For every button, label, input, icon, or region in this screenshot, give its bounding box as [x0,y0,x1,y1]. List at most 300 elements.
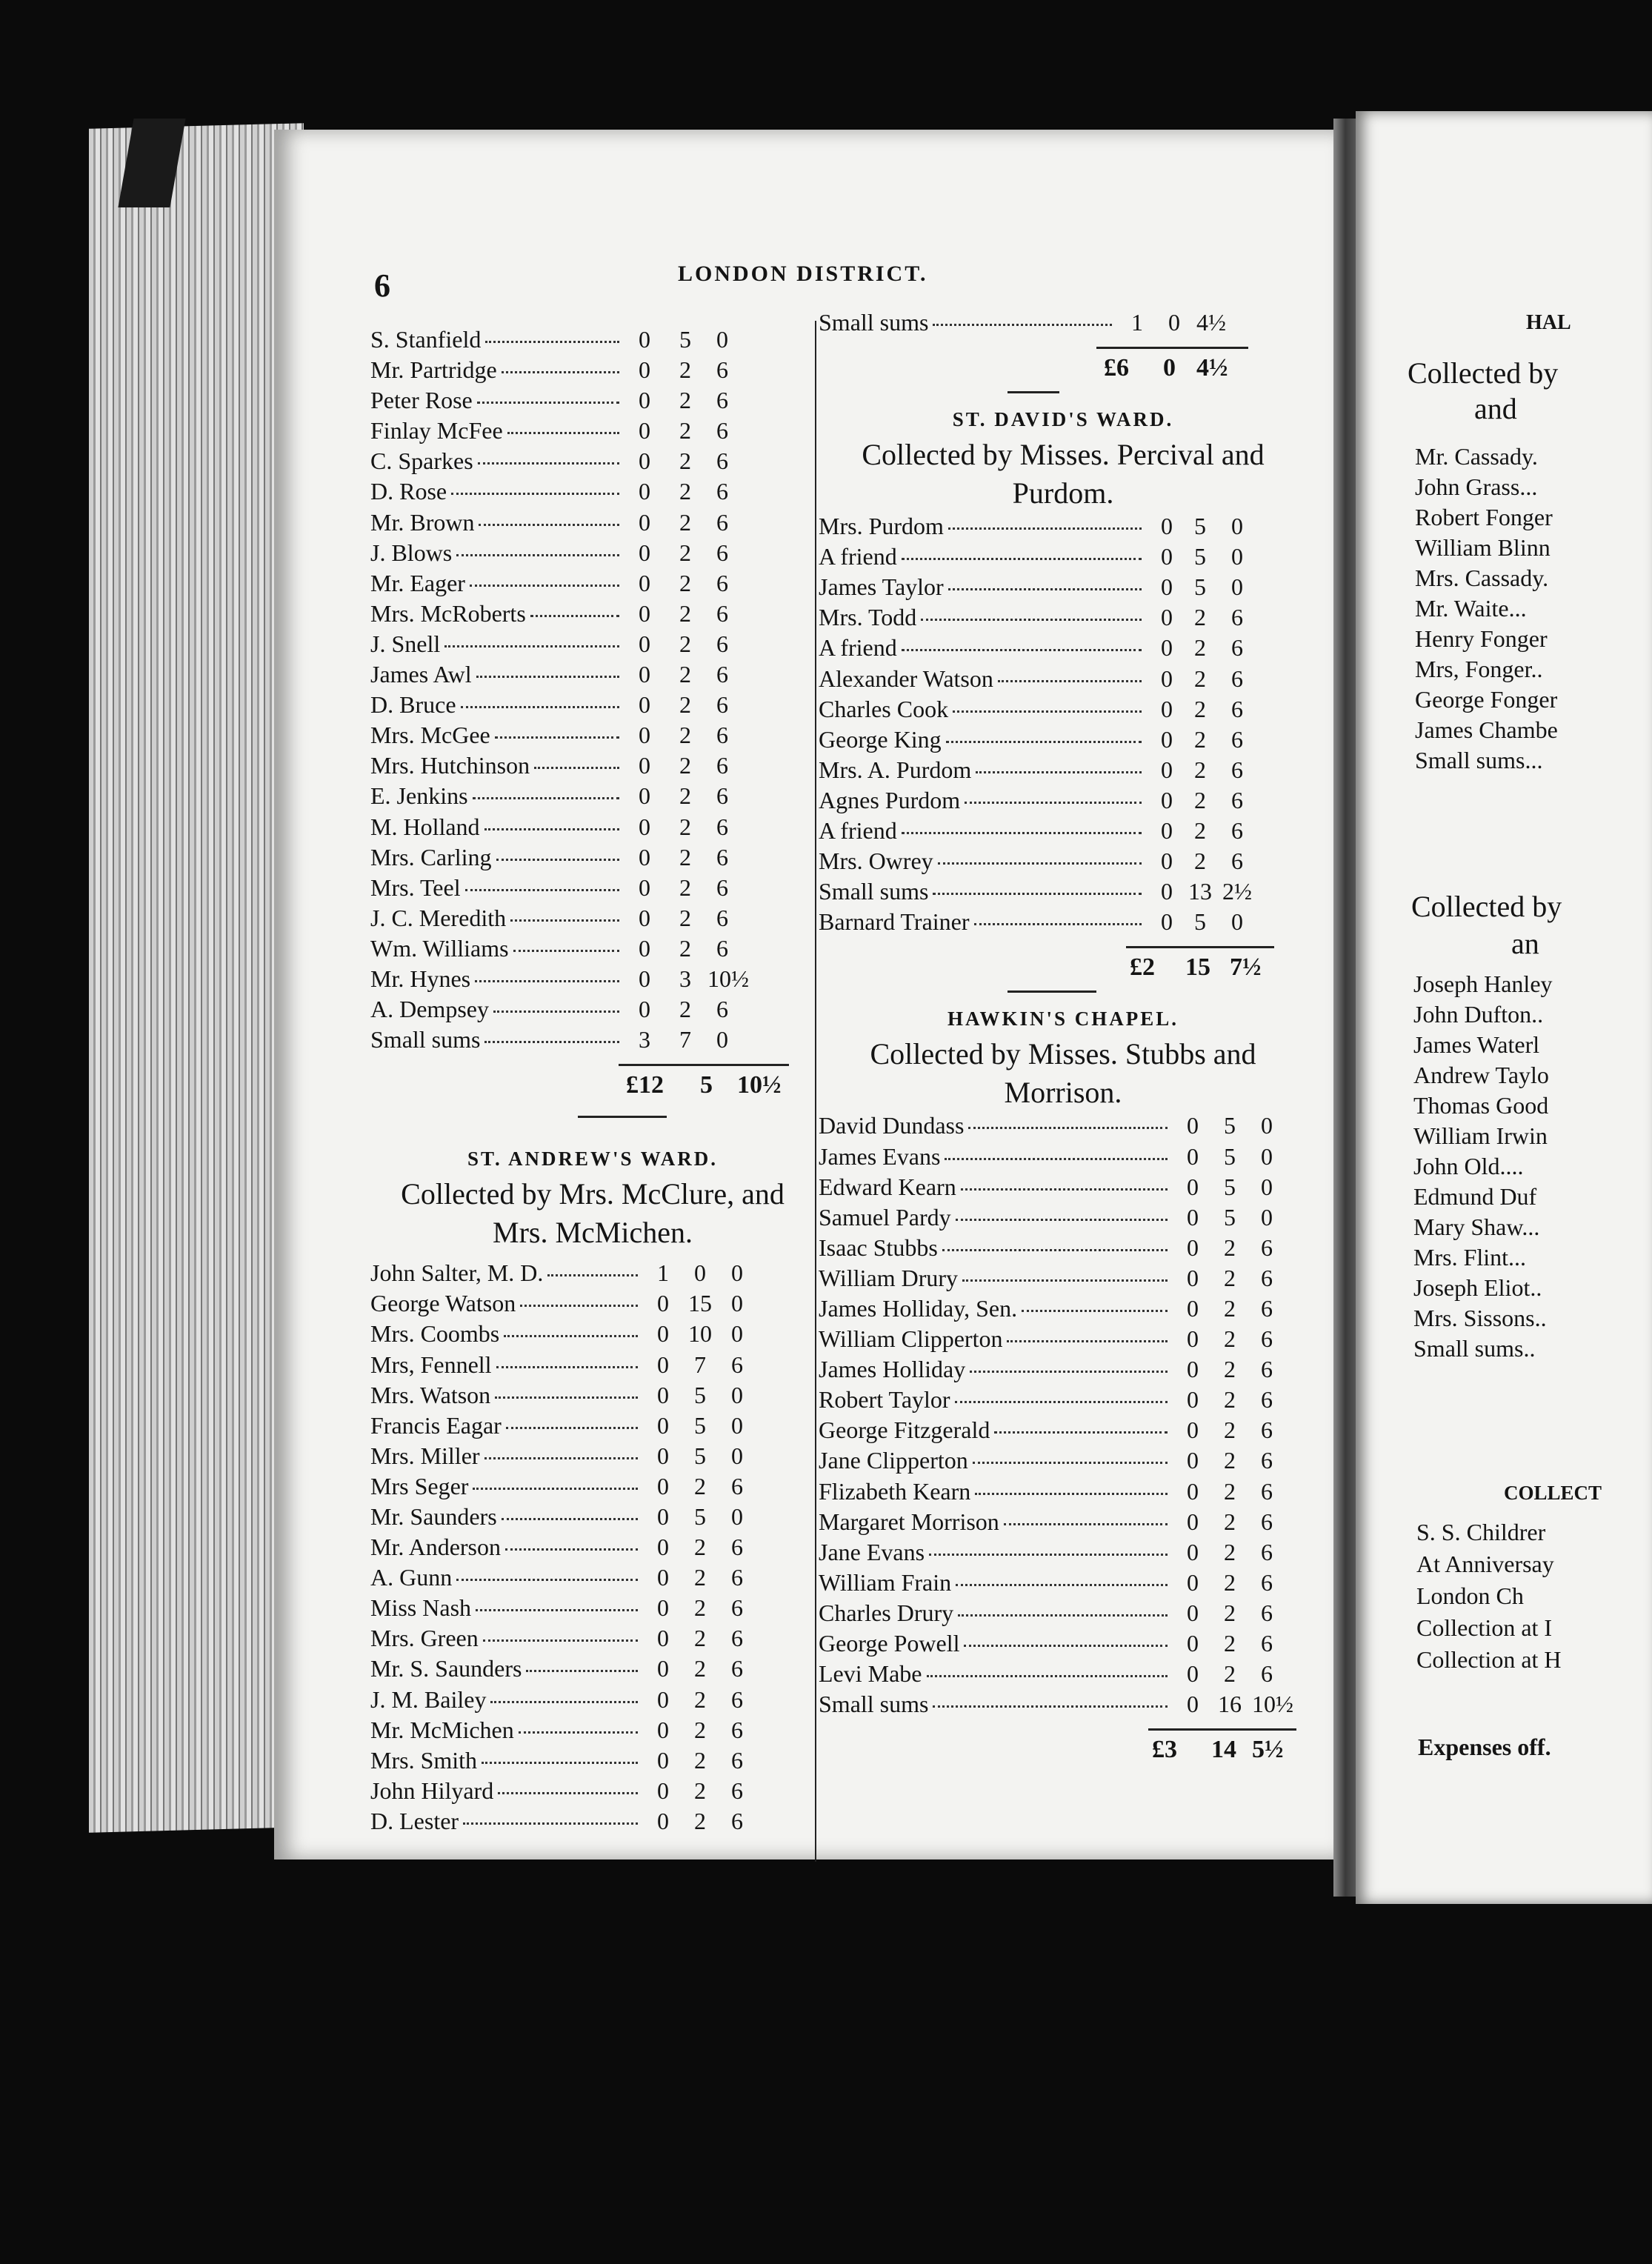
leader-dots [961,1188,1168,1191]
amount-shillings: 2 [1194,604,1206,631]
amount-pounds: 0 [639,539,650,566]
amount-shillings: 2 [1224,1233,1236,1261]
right-page-line: Joseph Hanley [1413,970,1553,997]
amount-pence: 6 [1261,1508,1273,1535]
amount-pence: 6 [1261,1477,1273,1505]
leader-dots [1007,1340,1168,1342]
amount-pounds: 0 [639,782,650,810]
table-row [819,1234,1308,1265]
amount-pounds: 0 [657,1716,669,1743]
subscriber-name: Mr. Anderson [370,1534,501,1561]
leader-dots [513,950,619,952]
amount-pounds: 0 [639,599,650,627]
leader-dots [495,1396,638,1399]
subscriber-name: A friend [819,817,897,845]
amount-pounds: 0 [657,1685,669,1713]
amount-shillings: 2 [694,1807,706,1834]
subscriber-list-1 [370,326,815,1056]
subscriber-name: E. Jenkins [370,782,468,810]
section-heading: ST. DAVID'S WARD. [952,408,1174,431]
amount-pence: 6 [1231,756,1243,783]
amount-shillings: 5 [1194,573,1206,601]
amount-pence: 6 [716,873,728,901]
leader-dots [484,1457,638,1459]
amount-pounds: 0 [639,843,650,870]
amount-pence: 6 [1231,665,1243,692]
subscriber-list-continued [819,309,1308,339]
amount-shillings: 5 [1194,908,1206,936]
amount-pounds: 0 [657,1411,669,1439]
amount-pence: 6 [716,782,728,810]
leader-dots [479,524,619,526]
amount-pounds: 1 [1131,309,1143,336]
table-row [370,1717,815,1747]
amount-shillings: 2 [679,722,691,749]
amount-shillings: 2 [694,1625,706,1652]
divider [578,1116,667,1118]
table-row [370,813,815,844]
amount-pounds: 0 [1161,756,1173,783]
leader-dots [948,588,1142,590]
subscriber-name: Mrs. Watson [370,1381,491,1408]
amount-pounds: 0 [657,1320,669,1348]
amount-pence: 6 [1261,1416,1273,1444]
subscriber-name: Jane Evans [819,1538,925,1565]
book-gutter [1333,119,1357,1897]
table-row [819,1478,1308,1508]
amount-pounds: 0 [639,965,650,992]
leader-dots [534,767,619,769]
amount-shillings: 2 [1194,665,1206,692]
subscriber-name: William Frain [819,1568,952,1596]
leader-dots [1022,1310,1168,1312]
amount-shillings: 2 [679,752,691,779]
amount-shillings: 2 [1224,1294,1236,1322]
total-pounds: £3 [1152,1736,1177,1764]
amount-pence: 6 [1261,1599,1273,1626]
subscriber-name: Mrs. Miller [370,1442,480,1469]
amount-pence: 6 [1231,634,1243,662]
subscriber-name: Mr. S. Saunders [370,1655,522,1682]
leader-dots [506,1427,638,1429]
amount-pence: 6 [1261,1233,1273,1261]
table-row [370,752,815,782]
table-row [819,1204,1308,1234]
table-row [819,1447,1308,1477]
amount-pounds: 0 [657,1807,669,1834]
leader-dots [502,371,619,373]
amount-pence: 2½ [1222,878,1252,905]
subscriber-name: Levi Mabe [819,1660,922,1688]
amount-pence: 6 [1231,695,1243,722]
right-page-line: and [1474,392,1517,425]
table-row [819,1539,1308,1569]
subscriber-name: Jane Clipperton [819,1447,968,1474]
subscriber-name: J. C. Meredith [370,904,507,931]
table-row [370,387,815,417]
leader-dots [953,710,1142,713]
amount-shillings: 2 [694,1655,706,1682]
amount-pounds: 0 [1187,1173,1199,1200]
amount-pounds: 0 [1187,1508,1199,1535]
table-row [819,543,1308,573]
amount-shillings: 2 [1194,786,1206,813]
table-row [370,965,815,996]
table-row [819,756,1308,787]
table-row [370,1777,815,1808]
amount-pounds: 0 [639,417,650,445]
right-page-line: John Grass... [1415,473,1538,500]
table-row [370,844,815,874]
amount-shillings: 2 [679,569,691,596]
right-page [1356,111,1652,1904]
subscriber-name: J. Snell [370,630,441,657]
amount-pence: 0 [1261,1173,1273,1200]
amount-pounds: 0 [1187,1477,1199,1505]
amount-shillings: 2 [1194,695,1206,722]
amount-shillings: 2 [1224,1264,1236,1291]
page-number: 6 [374,267,390,304]
right-page-line: an [1511,927,1539,960]
subscriber-name: Peter Rose [370,387,473,414]
leader-dots [484,1041,619,1043]
total-pounds: £2 [1130,953,1155,982]
subscriber-name: S. Stanfield [370,326,482,353]
amount-pence: 6 [731,1351,743,1378]
subscriber-name: Mr. Brown [370,508,475,536]
amount-pence: 6 [716,691,728,719]
amount-pounds: 0 [1187,1568,1199,1596]
amount-shillings: 7 [679,1026,691,1053]
amount-pence: 0 [1231,543,1243,570]
table-row [370,1747,815,1777]
amount-pounds: 0 [1161,908,1173,936]
subscriber-name: George Fitzgerald [819,1416,990,1444]
table-row [370,326,815,356]
amount-pence: 0 [1231,573,1243,601]
table-row [370,1625,815,1655]
amount-pence: 6 [716,843,728,870]
table-row [370,782,815,813]
table-row [819,665,1308,696]
subscriber-name: David Dundass [819,1112,965,1139]
leader-dots [973,1462,1168,1464]
amount-pounds: 0 [1161,725,1173,753]
amount-pence: 6 [731,1564,743,1591]
leader-dots [965,802,1142,804]
amount-shillings: 2 [679,934,691,962]
amount-shillings: 2 [694,1594,706,1622]
subscriber-name: J. Blows [370,539,453,566]
leader-dots [956,1584,1168,1586]
amount-pence: 6 [716,447,728,475]
table-row [819,1508,1308,1539]
leader-dots [519,1731,638,1734]
table-row [370,1594,815,1625]
amount-pence: 6 [716,508,728,536]
table-row [819,848,1308,878]
amount-shillings: 2 [679,508,691,536]
table-row [819,573,1308,604]
right-page-line: S. S. Childrer [1416,1519,1546,1545]
leader-dots [526,1670,638,1672]
table-row [370,447,815,478]
amount-shillings: 2 [694,1685,706,1713]
leader-dots [994,1431,1168,1434]
running-head: LONDON DISTRICT. [678,262,928,286]
leader-dots [451,493,619,495]
divider [1007,990,1096,993]
leader-dots [929,1554,1168,1556]
amount-shillings: 2 [1224,1568,1236,1596]
amount-pounds: 0 [1187,1660,1199,1688]
subscriber-name: J. M. Bailey [370,1685,487,1713]
leader-dots [927,1675,1168,1677]
amount-pounds: 0 [1187,1203,1199,1231]
table-row [370,417,815,447]
table-row [370,1026,815,1056]
amount-pounds: 0 [639,387,650,414]
leader-dots [1004,1523,1168,1525]
table-row [370,905,815,935]
amount-pence: 6 [1231,786,1243,813]
total-row [819,939,1308,990]
amount-pounds: 0 [1161,573,1173,601]
amount-shillings: 2 [694,1564,706,1591]
right-page-line: Robert Fonger [1415,504,1553,530]
leader-dots [958,1614,1168,1617]
subscriber-name: Francis Eagar [370,1411,502,1439]
amount-pounds: 0 [1187,1630,1199,1657]
leader-dots [456,1579,638,1581]
amount-shillings: 2 [1224,1660,1236,1688]
amount-shillings: 2 [679,661,691,688]
subscriber-name: James Holliday, Sen. [819,1294,1018,1322]
leader-dots [505,1548,638,1551]
table-row [819,1173,1308,1204]
leader-dots [962,1279,1168,1282]
leader-dots [482,1762,638,1764]
subscriber-name: William Drury [819,1264,958,1291]
amount-shillings: 2 [679,447,691,475]
amount-pounds: 0 [639,569,650,596]
total-pence: 5½ [1252,1736,1284,1764]
right-page-line: John Old.... [1413,1153,1524,1179]
amount-pounds: 0 [1187,1386,1199,1414]
amount-shillings: 5 [694,1503,706,1530]
leader-dots [974,923,1142,925]
amount-pounds: 0 [639,661,650,688]
amount-pence: 6 [716,996,728,1023]
leader-dots [902,558,1142,560]
column-rule [815,321,816,1862]
amount-shillings: 2 [679,478,691,505]
table-row [819,908,1308,939]
amount-shillings: 2 [1194,817,1206,845]
right-page-line: Collected by [1411,890,1562,923]
right-page-line: Mr. Waite... [1415,595,1527,622]
subscriber-name: Flizabeth Kearn [819,1477,971,1505]
leader-dots [473,1488,638,1490]
total-shillings: 5 [700,1071,713,1099]
right-page-line: James Chambe [1415,716,1558,743]
amount-pence: 6 [1261,1660,1273,1688]
amount-pounds: 0 [657,1503,669,1530]
amount-pence: 0 [716,1026,728,1053]
table-row [370,630,815,661]
amount-shillings: 2 [1224,1477,1236,1505]
amount-pence: 6 [731,1716,743,1743]
amount-pounds: 0 [1161,848,1173,875]
table-row [819,1295,1308,1325]
subscriber-name: Mrs. McGee [370,722,490,749]
amount-pence: 6 [731,1625,743,1652]
section-heading: ST. ANDREW'S WARD. [467,1148,719,1171]
table-row [370,509,815,539]
subscriber-name: Mrs. Smith [370,1746,478,1774]
amount-pounds: 0 [639,934,650,962]
right-page-line: Henry Fonger [1415,625,1548,652]
amount-pence: 6 [716,752,728,779]
leader-dots [948,527,1142,530]
amount-pounds: 0 [657,1594,669,1622]
amount-pence: 6 [731,1807,743,1834]
amount-shillings: 5 [1224,1142,1236,1170]
table-row [819,1691,1308,1721]
amount-pence: 6 [716,356,728,384]
amount-pence: 0 [716,326,728,353]
right-column [819,309,1308,1773]
amount-pence: 6 [716,630,728,657]
amount-pounds: 0 [639,752,650,779]
subscriber-name: John Hilyard [370,1777,494,1804]
right-page-line: George Fonger [1415,686,1558,713]
subscriber-name: Mrs. A. Purdom [819,756,972,783]
table-row [370,935,815,965]
total-pence: 7½ [1230,953,1262,982]
subscriber-name: John Salter, M. D. [370,1259,544,1287]
amount-pounds: 0 [1161,695,1173,722]
amount-pence: 6 [716,417,728,445]
leader-dots [945,1158,1168,1160]
amount-pounds: 0 [639,326,650,353]
subscriber-name: C. Sparkes [370,447,473,475]
amount-pence: 6 [1261,1538,1273,1565]
table-row [819,1112,1308,1142]
amount-pence: 0 [1231,513,1243,540]
table-row [819,1630,1308,1660]
leader-dots [478,462,619,465]
table-row [370,874,815,905]
leader-dots [507,432,619,434]
right-page-line: Joseph Eliot.. [1413,1274,1542,1301]
subscriber-name: George Watson [370,1290,516,1317]
subscriber-list-st-andrews [370,1259,815,1838]
amount-pence: 0 [731,1320,743,1348]
leader-dots [485,341,619,343]
amount-shillings: 2 [694,1777,706,1804]
amount-shillings: 0 [1168,309,1180,336]
amount-pounds: 0 [1187,1112,1199,1139]
leader-dots [520,1305,638,1307]
amount-shillings: 2 [1224,1447,1236,1474]
subscriber-name: Mrs. Hutchinson [370,752,530,779]
section-heading: HAWKIN'S CHAPEL. [947,1008,1179,1031]
right-page-line: James Waterl [1413,1031,1540,1058]
amount-pounds: 0 [1161,513,1173,540]
right-page-line: John Dufton.. [1413,1001,1544,1028]
table-row [819,1660,1308,1691]
total-pounds: £12 [626,1071,664,1099]
right-page-line: HAL [1526,311,1571,334]
subscriber-name: Mr. Partridge [370,356,497,384]
amount-shillings: 2 [1224,1538,1236,1565]
subscriber-name: Finlay McFee [370,417,503,445]
leader-dots [964,1645,1168,1647]
amount-pounds: 0 [657,1534,669,1561]
amount-pence: 6 [1231,604,1243,631]
left-column [370,326,815,1838]
amount-pence: 6 [1261,1264,1273,1291]
amount-shillings: 2 [679,599,691,627]
subscriber-name: D. Lester [370,1807,459,1834]
leader-dots [496,1366,638,1368]
leader-dots [902,832,1142,834]
amount-shillings: 5 [694,1442,706,1469]
amount-pounds: 0 [657,1655,669,1682]
amount-pence: 0 [731,1411,743,1439]
leader-dots [465,889,619,891]
amount-shillings: 5 [1224,1203,1236,1231]
leader-dots [504,1335,638,1337]
table-row [819,817,1308,848]
leader-dots [483,1639,638,1642]
amount-pounds: 0 [639,722,650,749]
amount-pence: 6 [731,1472,743,1499]
leader-dots [955,1401,1168,1403]
amount-shillings: 13 [1188,878,1212,905]
amount-shillings: 5 [694,1381,706,1408]
table-row [370,1442,815,1473]
amount-pounds: 0 [639,996,650,1023]
subscriber-name: William Clipperton [819,1325,1003,1353]
table-row [370,661,815,691]
amount-pence: 10½ [1252,1691,1293,1718]
subscriber-name: Mrs. Carling [370,843,492,870]
amount-pence: 6 [716,904,728,931]
total-row [370,1056,815,1108]
leader-dots [461,706,619,708]
amount-pence: 4½ [1196,309,1226,336]
leader-dots [496,859,619,861]
amount-pounds: 0 [639,813,650,840]
amount-pounds: 0 [1187,1142,1199,1170]
table-row [370,1259,815,1290]
subscriber-name: Mr. McMichen [370,1716,514,1743]
leader-dots [946,741,1142,743]
divider [1007,391,1059,393]
leader-dots [933,893,1142,895]
amount-pounds: 0 [639,478,650,505]
leader-dots [456,554,619,556]
subscriber-name: Mr. Eager [370,569,465,596]
subscriber-name: Miss Nash [370,1594,472,1622]
amount-pounds: 0 [1161,634,1173,662]
table-row [370,1351,815,1382]
table-row [819,878,1308,908]
right-page-line: Mrs, Fonger.. [1415,656,1543,682]
table-row [370,691,815,722]
